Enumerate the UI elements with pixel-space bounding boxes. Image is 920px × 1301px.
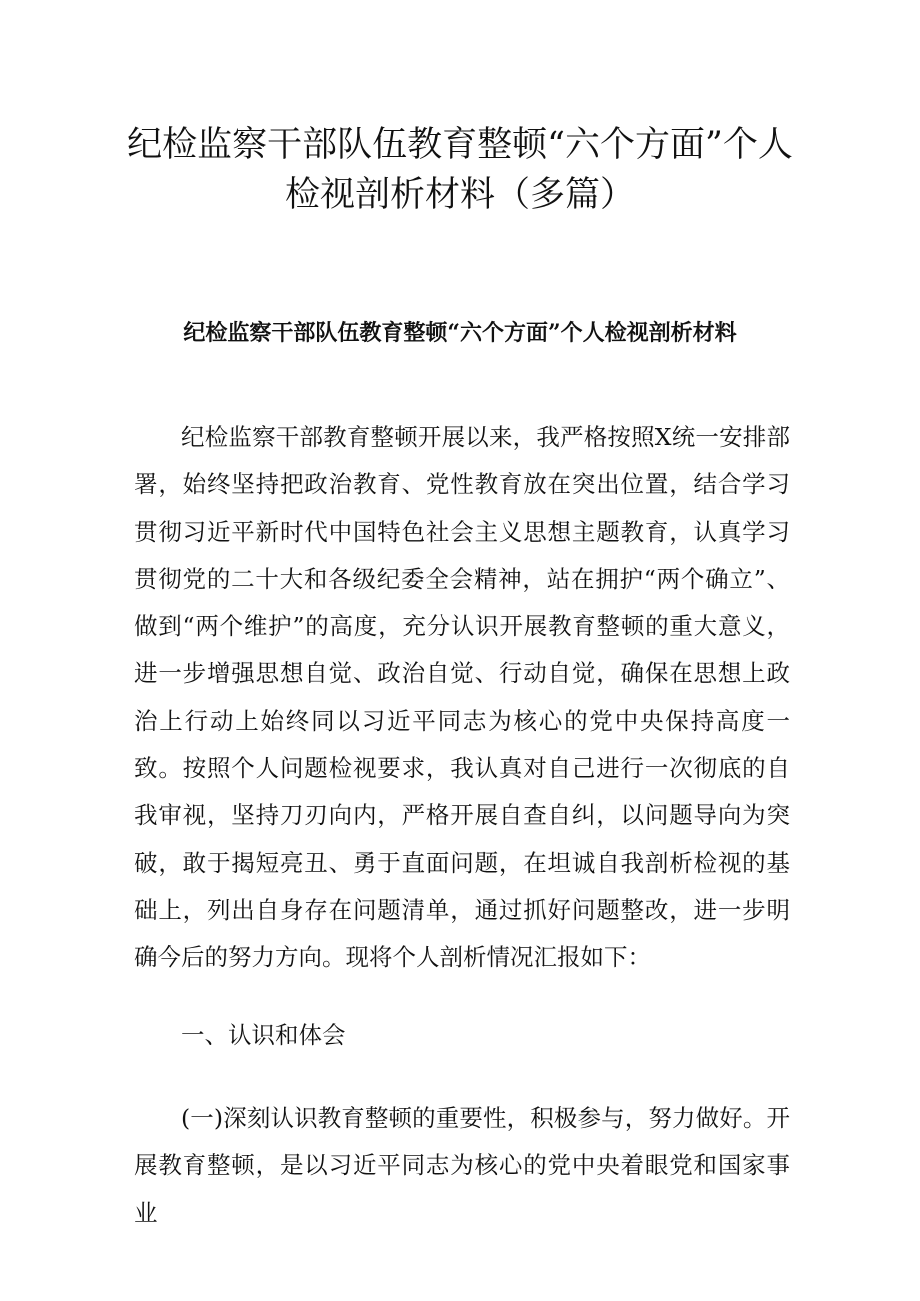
document-main-title: 纪检监察干部队伍教育整顿“六个方面”个人检视剖析材料（多篇）	[127, 125, 793, 215]
heading-one: 一、认识和体会	[181, 1021, 346, 1049]
intro-paragraph: 纪检监察干部教育整顿开展以来，我严格按照X统一安排部署，始终坚持把政治教育、党性教育放在突出位置，结合学习贯彻习近平新时代中国特色社会主义思想主题教育，认真学习贯彻党的二十大和各级纪委全会精神，站在拥护“两个确立”、做到“两个维护”的高度，充分认识开展教育整顿的重大意义，进一步增强思想自觉、政治自觉、行动自觉，确保在思想上政治上行动上始终同以习近平同志为核心的党中央保持高度一致。按照个人问题检视要求，我认真对自己进行一次彻底的自我审视，坚持刀刃向内，严格开展自查自纠，以问题导向为突破，敢于揭短亮丑、勇于直面问题，在坦诚自我剖析检视的基础上，列出自身存在问题清单，通过抓好问题整改，进一步明确今后的努力方向。现将个人剖析情况汇报如下：	[134, 423, 790, 972]
section-title: 纪检监察干部队伍教育整顿“六个方面”个人检视剖析材料	[183, 320, 737, 346]
paragraph-one: (一)深刻认识教育整顿的重要性，积极参与，努力做好。开展教育整顿，是以习近平同志为核心的党中央着眼党和国家事业	[134, 1104, 790, 1227]
